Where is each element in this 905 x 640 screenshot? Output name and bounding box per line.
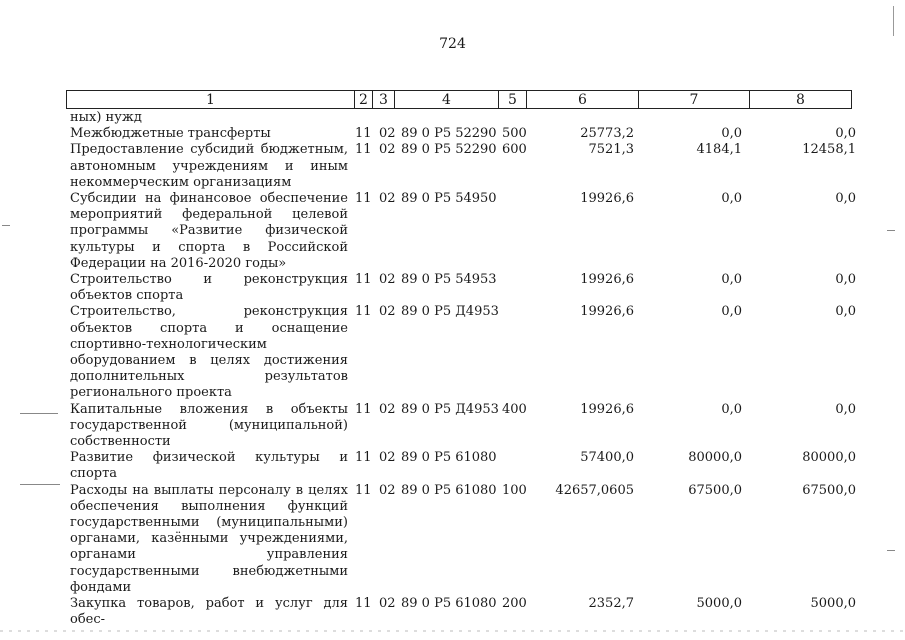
table-row (70, 596, 870, 628)
row-description: Капитальные вложения в объекты государственной (муниципальной) собственности (70, 401, 348, 450)
row-target-code: 89 0 P5 54950 (401, 191, 497, 207)
row-target-code: 89 0 P5 61080 (401, 596, 497, 612)
row-description: Строительство и реконструкция объектов спорта (70, 272, 348, 304)
row-amount-col8: 0,0 (835, 304, 856, 320)
row-description: Расходы на выплаты персоналу в целях обеспечения выполнения функций государственными (муниципальными) органами, казёнными учреждениями, органами управления государственными внебюджетными фондами (70, 482, 348, 595)
scan-edge-mark (887, 550, 895, 551)
row-section: 11 (355, 304, 372, 320)
scan-bottom-artifact (0, 630, 905, 632)
row-amount-col8: 0,0 (835, 272, 856, 288)
row-amount-col8: 67500,0 (802, 482, 856, 498)
row-subsection: 02 (379, 450, 396, 466)
row-subsection: 02 (379, 191, 396, 207)
table-row (70, 142, 870, 191)
row-section: 11 (355, 450, 372, 466)
row-target-code: 89 0 P5 61080 (401, 450, 497, 466)
row-amount-col7: 0,0 (721, 272, 742, 288)
row-description: Субсидии на финансовое обеспечение мероприятий федеральной целевой программы «Развитие физической культуры и спорта в Российской Федерации на 2016-2020 годы» (70, 191, 348, 271)
page-number: 724 (439, 36, 466, 52)
header-col-7: 7 (639, 91, 750, 108)
row-target-code: 89 0 P5 52290 (401, 126, 497, 142)
row-amount-col7: 0,0 (721, 191, 742, 207)
row-section: 11 (355, 401, 372, 417)
row-description: Закупка товаров, работ и услуг для обес- (70, 596, 348, 628)
row-amount-col6: 57400,0 (580, 450, 634, 466)
header-col-5: 5 (499, 91, 527, 108)
row-amount-col7: 80000,0 (688, 450, 742, 466)
row-amount-col8: 0,0 (835, 191, 856, 207)
header-col-2: 2 (355, 91, 373, 108)
table-row (70, 483, 870, 596)
row-subsection: 02 (379, 596, 396, 612)
row-amount-col6: 2352,7 (588, 596, 634, 612)
row-description: Межбюджетные трансферты (70, 126, 271, 142)
table-row (70, 110, 870, 126)
row-amount-col7: 67500,0 (688, 482, 742, 498)
row-amount-col6: 42657,0605 (555, 482, 634, 498)
table-body (70, 110, 870, 629)
row-amount-col6: 19926,6 (580, 272, 634, 288)
row-section: 11 (355, 272, 372, 288)
row-amount-col6: 19926,6 (580, 401, 634, 417)
row-amount-col8: 80000,0 (802, 450, 856, 466)
row-target-code: 89 0 P5 52290 (401, 142, 497, 158)
table-row (70, 126, 870, 142)
row-section: 11 (355, 482, 372, 498)
scan-edge-mark (20, 484, 60, 485)
table-row (70, 304, 870, 401)
row-subsection: 02 (379, 304, 396, 320)
row-target-code: 89 0 P5 Д4953 (401, 304, 499, 320)
row-section: 11 (355, 142, 372, 158)
row-expense-type: 500 (502, 126, 527, 142)
row-section: 11 (355, 126, 372, 142)
row-description: Строительство, реконструкция объектов спорта и оснащение спортивно-технологическим оборудованием в целях достижения дополнительных результатов регионального проекта (70, 304, 348, 401)
row-amount-col8: 0,0 (835, 401, 856, 417)
row-subsection: 02 (379, 401, 396, 417)
header-col-8: 8 (796, 92, 805, 108)
header-col-6: 6 (527, 91, 639, 108)
row-target-code: 89 0 P5 61080 (401, 482, 497, 498)
table-header (66, 90, 852, 109)
scan-edge-mark (887, 230, 895, 231)
table-row (70, 450, 870, 482)
row-amount-col8: 0,0 (835, 126, 856, 142)
row-amount-col6: 25773,2 (580, 126, 634, 142)
row-subsection: 02 (379, 482, 396, 498)
row-amount-col8: 12458,1 (802, 142, 856, 158)
header-col-4: 4 (395, 91, 499, 108)
row-subsection: 02 (379, 272, 396, 288)
table-row (70, 272, 870, 304)
scan-corner-mark (893, 6, 894, 36)
row-section: 11 (355, 191, 372, 207)
row-amount-col6: 19926,6 (580, 304, 634, 320)
row-description: ных) нужд (70, 110, 142, 125)
row-section: 11 (355, 596, 372, 612)
row-amount-col7: 4184,1 (696, 142, 742, 158)
row-expense-type: 200 (502, 596, 527, 612)
row-amount-col8: 5000,0 (810, 596, 856, 612)
table-row (70, 191, 870, 272)
scan-edge-mark (20, 413, 58, 414)
row-expense-type: 100 (502, 482, 527, 498)
row-description: Развитие физической культуры и спорта (70, 450, 348, 482)
row-target-code: 89 0 P5 Д4953 (401, 401, 499, 417)
row-subsection: 02 (379, 142, 396, 158)
row-amount-col7: 0,0 (721, 126, 742, 142)
table-row (70, 402, 870, 451)
row-expense-type: 400 (502, 401, 527, 417)
row-subsection: 02 (379, 126, 396, 142)
row-amount-col7: 0,0 (721, 401, 742, 417)
row-amount-col7: 0,0 (721, 304, 742, 320)
row-description: Предоставление субсидий бюджетным, автономным учреждениям и иным некоммерческим организациям (70, 142, 348, 190)
row-amount-col6: 19926,6 (580, 191, 634, 207)
scan-edge-mark (2, 225, 10, 226)
header-col-3: 3 (373, 91, 395, 108)
row-expense-type: 600 (502, 142, 527, 158)
header-col-1: 1 (67, 91, 355, 108)
row-amount-col6: 7521,3 (588, 142, 634, 158)
row-amount-col7: 5000,0 (696, 596, 742, 612)
row-target-code: 89 0 P5 54953 (401, 272, 497, 288)
